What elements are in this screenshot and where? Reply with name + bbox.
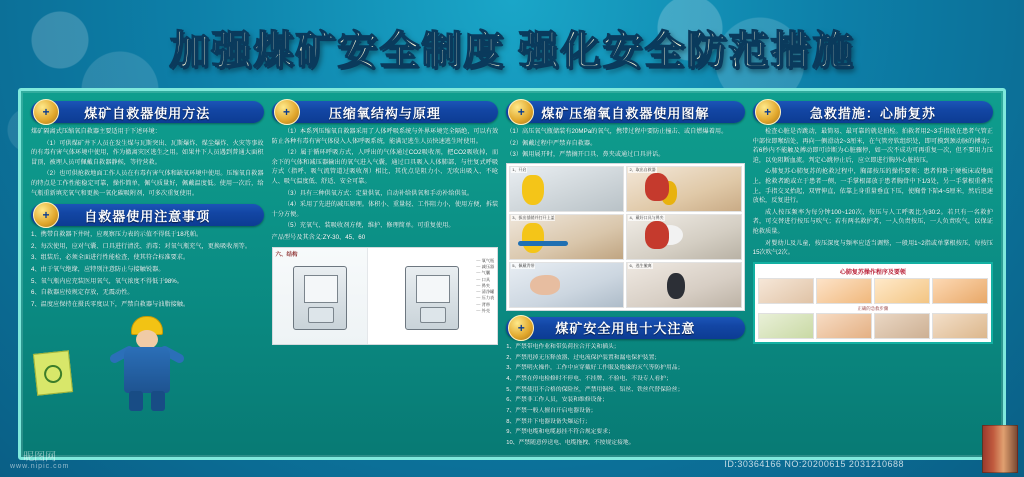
content-board [18, 88, 1006, 460]
column-three [506, 101, 744, 451]
miner-leg-left [129, 391, 143, 411]
legend-item: — 气囊 [476, 270, 494, 276]
cpr-step [816, 278, 872, 304]
photo-shape [645, 173, 669, 201]
list-item: 10、严禁随意停送电、电缆拖拽、不按规定接地。 [506, 440, 635, 447]
watermark-sub-text: www.nipic.com [10, 463, 70, 471]
paragraph: （4）采用了先进的减压原理。体积小、重量轻、工作阻力小，使用方便，拆装十分方便。 [271, 201, 499, 218]
page-title: 加强煤矿安全制度 强化安全防范措施 [169, 28, 855, 73]
cpr-step [932, 278, 988, 304]
poster-title-band [0, 16, 1024, 78]
list-item: 1、严禁带电作业和带负荷拉合开关和插头； [506, 343, 620, 350]
section-title: 急救措施：心肺复苏 [809, 105, 936, 121]
paragraph: 对婴幼儿及儿童，按压深度与频率应适当调整，一般用1~2指或单掌根按压，每按压15次吹气2次。 [752, 239, 993, 257]
paragraph: 5、氧气瓶内应充装医用氧气，氧气浓度不得低于98%。 [31, 277, 183, 285]
paragraph: 4、由于氧气绝缘，应特别注意防止与接触锐器。 [31, 266, 165, 274]
paragraph: 3、组装后，必须全面进行性能检查，使其符合标准要求。 [31, 254, 190, 262]
watermark-logo [10, 451, 69, 471]
legend-item: — 减压器 [476, 264, 494, 270]
paragraph: （2）佩戴过程中严禁弃自救器。 [506, 139, 597, 147]
usage-photo-grid [506, 163, 744, 311]
paragraph: 2、每次使用，应对气囊、口具进行清洗、消毒；对氧气瓶充气，更换吸收剂等。 [31, 242, 252, 250]
watermark-image-id: ID:30364166 NO:20200615 2031210688 [724, 459, 904, 469]
diagram-left-panel [273, 248, 368, 344]
paragraph: （2）属于循环呼吸方式，人呼出的气体通过CO2吸收剂，把CO2吸收掉，而余下的气体和减压器输出的氧气进入气囊，通过口具吸入人体肺部，与往复式呼吸方式（指呼、吸气流管道过吸收剂）相比，其优点是阻力小、无吹出吸入、不呛人、吸气温度低、舒适、安全可靠。 [271, 149, 499, 186]
section-header-electricity-ten-notes [506, 317, 744, 339]
self-rescuer-device-icon [293, 266, 347, 330]
paragraph: （3）具有三种供氧方式：定量供氧，自动补给供氧和手动补给供氧。 [283, 189, 474, 197]
paragraph: （1）可供煤矿井下人员在发生煤与瓦斯突出、瓦斯爆炸、煤尘爆炸、火灾等事故的有毒有害气体环境中使用，作为撤离灾区逃生之用。如果井下人员遇到普通大面积冒顶，被埋人员可佩戴自救器静候，等待营救。 [31, 139, 264, 166]
paragraph: （5）充氧气、装吸收剂方便，维护、修理简单。可重复使用。 [283, 222, 455, 230]
section-header-oxygen-rescuer-illustrated [506, 101, 744, 123]
paragraph: 成人按压频率为每分钟100~120次，按压与人工呼吸比为30:2。若只有一名救护者，可交替进行按压与吹气；若有两名救护者，一人负责按压，一人负责吹气，以保证抢救质量。 [752, 208, 993, 236]
list-item: 8、严禁井下电器设备失爆运行； [506, 418, 591, 425]
safety-sign-icon [33, 350, 73, 396]
list-item: 6、严禁非工作人员，安装和维修设备； [506, 397, 609, 404]
photo-caption: 6、逃生撤离 [629, 262, 652, 268]
diagram-legend [476, 258, 494, 315]
model-note: 产品型号及其含义:ZY-30、45、60 [271, 234, 366, 242]
cpr-procedure-card [753, 262, 993, 344]
legend-item: — 清净罐 [476, 289, 494, 295]
cpr-step [758, 278, 814, 304]
paragraph: 7、温度应保持在摄氏零度以下，严禁自救器与油脂接触。 [31, 300, 190, 308]
column-one [31, 101, 264, 451]
cpr-step-grid [758, 278, 988, 304]
legend-item: — 外壳 [476, 308, 494, 314]
device-structure-diagram [272, 247, 499, 345]
cpr-step [874, 313, 930, 339]
cpr-step-grid-second [758, 313, 988, 339]
section-title: 煤矿压缩氧自救器使用图解 [541, 105, 710, 121]
paragraph: （1）高压氧气瓶储装有20MPa的氧气，携带过程中要防止撞击、或自燃爆着用。 [506, 128, 728, 135]
oxygen-structure-text [272, 127, 499, 243]
list-item: 3、严禁明火操作，工作中应穿戴好工作服及绝缘的灭气等防护用品； [506, 365, 684, 372]
miner-body [124, 347, 170, 393]
column-four [753, 101, 993, 451]
paragraph: 1、携带自救器下井时，应观察压力表的示值不得低于18兆帕。 [31, 231, 203, 239]
section-title: 自救器使用注意事项 [84, 208, 211, 224]
usage-photo [626, 214, 741, 260]
electricity-notes-list [506, 343, 744, 448]
cpr-step [932, 313, 988, 339]
paragraph: （1）本系列压缩氧自救器采用了人体呼吸系统与外界环境完全隔绝，可以有效防止各种有毒有害气体侵入人体呼吸系统，能满足逃生人员快速逃生时使用。 [271, 128, 499, 145]
usage-photo [509, 214, 624, 260]
list-item: 5、严禁使用不合格的保险丝，严禁用铜丝、铝丝、铁丝代替保险丝； [506, 386, 684, 393]
photo-caption: 5、佩戴背带 [512, 262, 535, 268]
section-title: 煤矿自救器使用方法 [84, 105, 211, 121]
cross-emblem-icon: + [33, 202, 59, 228]
self-rescuer-exploded-icon [405, 266, 459, 330]
paragraph: 煤矿隔离式压缩氧自救器主要适用于下述环境： [31, 128, 161, 135]
cpr-step [874, 278, 930, 304]
miner-leg-right [151, 391, 165, 411]
corner-decoration [982, 425, 1018, 473]
photo-shape [522, 175, 544, 205]
cross-emblem-icon: + [274, 99, 300, 125]
photo-shape [667, 273, 685, 299]
miner-illustration [31, 314, 264, 412]
legend-item: — 口具 [476, 277, 494, 283]
section-title: 压缩氧结构与原理 [328, 105, 441, 121]
section-title: 煤矿安全用电十大注意 [555, 321, 696, 337]
legend-item: — 鼻夹 [476, 283, 494, 289]
usage-photo [626, 166, 741, 212]
photo-caption: 1、开启 [512, 166, 527, 172]
paragraph: 检查心脏是否跳动，最简易、最可靠的就是拍检。拍救者用2~3手指放在患者气管正中部位即喉结处，再向一侧滑动2~3厘米，在气管旁软组织处，即可摸到颈动脉的搏动；若6秒内不能触及搏动即可诊断为心脏骤停，如一次不成功可再重复一次，但不要用力压迫，以免阻断血流。判定心跳停止后，应立即进行胸外心脏按压。 [752, 128, 993, 164]
cpr-card-title: 心肺复苏操作程序及要领 [839, 269, 906, 276]
self-rescuer-usage-text [31, 127, 264, 198]
paragraph: （2）也可供抢救地面工作人员在有毒有害气体和缺氧环境中使用。压缩氧自救器的特点是工作性能稳定可靠，操作简单，佩气质量好，佩戴温度低。使用一次后，给气瓶重新填充氧气和更换一氧化碳吸附剂，可多次重复使用。 [31, 170, 264, 197]
legend-item: — 氧气瓶 [476, 258, 494, 264]
cpr-step [816, 313, 872, 339]
paragraph: 心肺复苏心肺复苏的抢救过程中，胸部按压的操作要领：患者仰卧于硬板床或地面上，抢救者跪或立于患者一侧，一手掌根部放于患者胸骨中下1/3处，另一手掌根重叠其上，手指交叉抬起，双臂伸直，依靠上身重量垂直下压，使胸骨下陷4~5厘米，然后迅速放松，反复进行。 [752, 168, 993, 205]
legend-item: — 背带 [476, 302, 494, 308]
section-header-self-rescuer-usage [31, 101, 264, 123]
diagram-right-panel [368, 248, 498, 344]
photo-caption: 3、拔出插销并打开上盖 [512, 214, 555, 220]
section-header-self-rescuer-notes [31, 204, 264, 226]
cpr-step [758, 313, 814, 339]
list-item: 4、严禁在停电检修时不停电、不挂牌、不验电、不设专人看护； [506, 375, 672, 382]
photo-shape [530, 275, 560, 295]
cpr-text [753, 127, 993, 258]
oxygen-rescuer-text [506, 127, 744, 160]
diagram-title: 六、结构 [275, 251, 298, 258]
list-item: 7、严禁一般人擅自开启电器设备； [506, 407, 597, 414]
paragraph: 6、自救器应按规定存放，无震动性。 [31, 289, 134, 297]
list-item: 2、严禁甩掉无压释放器、过电流保护装置和漏电保护装置； [506, 354, 661, 361]
photo-shape [518, 241, 568, 246]
list-item: 9、严禁电缆和电缆悬挂不符合规定要求； [506, 429, 614, 436]
photo-shape [645, 221, 669, 249]
legend-item: — 压力表 [476, 295, 494, 301]
usage-photo [626, 262, 741, 308]
photo-caption: 2、取出自救器 [629, 166, 656, 172]
cross-emblem-icon: + [755, 99, 781, 125]
photo-shape [522, 223, 544, 253]
cross-emblem-icon: + [508, 99, 534, 125]
self-rescuer-notes-text [31, 230, 264, 309]
usage-photo [509, 166, 624, 212]
cross-emblem-icon: + [508, 315, 534, 341]
watermark-main-text: 昵图网 [23, 451, 57, 464]
section-header-first-aid-cpr [753, 101, 993, 123]
section-header-oxygen-structure [272, 101, 499, 123]
column-two [272, 101, 499, 451]
photo-caption: 4、戴好口具与鼻夹 [629, 214, 664, 220]
cross-emblem-icon: + [33, 99, 59, 125]
usage-photo [509, 262, 624, 308]
paragraph: （3）佩用展开时，严禁摘开口具、鼻夹或通过口具讲话。 [506, 151, 665, 159]
cpr-card-subtitle: 正确的急救步骤 [857, 305, 889, 311]
